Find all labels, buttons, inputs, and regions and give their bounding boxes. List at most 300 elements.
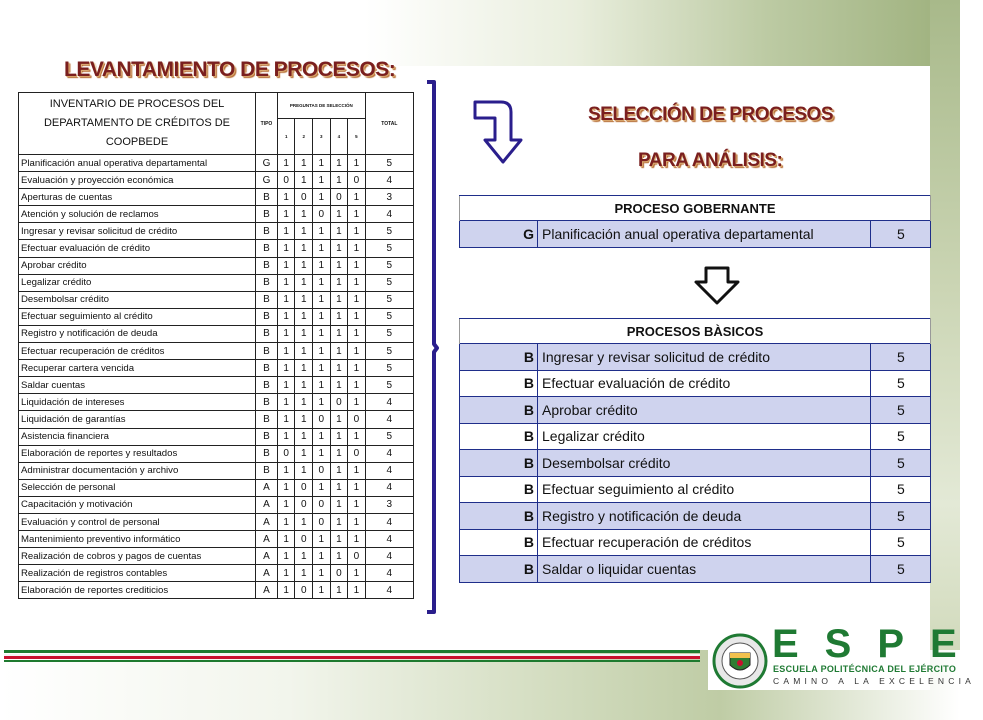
question-answer: 1 [277,428,295,445]
process-total: 5 [365,360,413,377]
process-total: 5 [871,450,931,477]
question-answer: 1 [313,155,331,172]
process-name: Efectuar recuperación de créditos [538,529,871,556]
question-number: 1 [277,118,295,154]
table-row [19,496,414,513]
question-answer: 1 [295,360,313,377]
question-answer: 1 [330,582,348,599]
question-answer: 1 [313,172,331,189]
question-answer: 1 [277,274,295,291]
table-row [460,476,931,503]
question-answer: 1 [330,531,348,548]
process-type: B [256,428,278,445]
process-total: 5 [365,308,413,325]
process-name: Ingresar y revisar solicitud de crédito [538,344,871,371]
question-answer: 1 [330,206,348,223]
question-answer: 0 [295,582,313,599]
table-row [19,462,414,479]
process-total: 4 [365,445,413,462]
process-total: 5 [871,370,931,397]
question-answer: 1 [348,565,366,582]
table-row [19,531,414,548]
question-answer: 1 [313,531,331,548]
question-answer: 1 [277,513,295,530]
process-total: 5 [365,291,413,308]
footer-stripe-red [4,656,700,659]
question-answer: 0 [348,172,366,189]
question-answer: 0 [295,496,313,513]
question-answer: 1 [348,343,366,360]
process-name: Saldar cuentas [19,377,256,394]
question-answer: 1 [313,428,331,445]
question-answer: 1 [330,496,348,513]
question-answer: 1 [277,155,295,172]
process-name: Efectuar seguimiento al crédito [19,308,256,325]
question-answer: 1 [277,531,295,548]
question-answer: 1 [313,394,331,411]
table-row [19,325,414,342]
process-name: Desembolsar crédito [538,450,871,477]
table-row [19,377,414,394]
question-answer: 1 [277,291,295,308]
question-answer: 1 [295,411,313,428]
process-total: 5 [365,223,413,240]
question-answer: 1 [330,479,348,496]
process-total: 5 [365,155,413,172]
question-answer: 1 [295,308,313,325]
question-answer: 1 [348,274,366,291]
process-name: Efectuar seguimiento al crédito [538,476,871,503]
process-type: B [256,360,278,377]
question-answer: 1 [330,462,348,479]
process-name: Recuperar cartera vencida [19,360,256,377]
process-type: A [256,582,278,599]
process-name: Capacitación y motivación [19,496,256,513]
table-row [19,565,414,582]
inventory-header-tipo: TIPO [256,93,278,155]
question-answer: 1 [295,325,313,342]
question-answer: 1 [330,257,348,274]
question-answer: 1 [313,257,331,274]
question-answer: 1 [330,343,348,360]
process-name: Evaluación y proyección económica [19,172,256,189]
process-type: B [460,556,538,583]
process-name: Evaluación y control de personal [19,513,256,530]
question-number: 3 [313,118,331,154]
question-answer: 1 [277,411,295,428]
process-total: 5 [365,257,413,274]
process-total: 4 [365,462,413,479]
table-row [19,548,414,565]
process-type: A [256,565,278,582]
process-type: G [460,221,538,248]
table-row [460,503,931,530]
process-total: 4 [365,172,413,189]
process-total: 5 [871,423,931,450]
table-row [19,291,414,308]
question-answer: 1 [295,343,313,360]
process-type: B [256,377,278,394]
process-name: Realización de cobros y pagos de cuentas [19,548,256,565]
process-name: Asistencia financiera [19,428,256,445]
process-total: 3 [365,189,413,206]
question-answer: 1 [313,274,331,291]
table-row [460,221,931,248]
table-row [19,274,414,291]
question-answer: 1 [348,291,366,308]
question-answer: 1 [277,257,295,274]
process-type: B [256,343,278,360]
question-answer: 0 [295,189,313,206]
question-answer: 1 [313,325,331,342]
table-row [460,370,931,397]
process-type: B [256,291,278,308]
question-answer: 1 [313,377,331,394]
question-answer: 1 [313,343,331,360]
question-answer: 1 [313,565,331,582]
table-row [460,344,931,371]
process-type: B [256,240,278,257]
question-answer: 1 [330,325,348,342]
espe-logo-subtitle: ESCUELA POLITÉCNICA DEL EJÉRCITO [773,664,957,674]
question-answer: 1 [295,206,313,223]
table-row [19,479,414,496]
inventory-table-body [19,155,414,599]
question-answer: 1 [277,325,295,342]
process-name: Efectuar evaluación de crédito [19,240,256,257]
question-answer: 1 [277,308,295,325]
process-type: G [256,172,278,189]
question-answer: 1 [277,548,295,565]
process-name: Ingresar y revisar solicitud de crédito [19,223,256,240]
question-answer: 1 [348,479,366,496]
question-answer: 1 [330,360,348,377]
process-type: B [256,257,278,274]
question-answer: 1 [295,462,313,479]
table-row [19,411,414,428]
process-total: 3 [365,496,413,513]
footer-stripe-green-2 [4,660,700,662]
process-type: B [460,344,538,371]
process-type: B [256,462,278,479]
process-total: 4 [365,206,413,223]
question-answer: 1 [277,565,295,582]
question-answer: 1 [348,257,366,274]
table-row [19,360,414,377]
process-type: B [460,450,538,477]
question-answer: 1 [277,377,295,394]
question-answer: 1 [277,206,295,223]
question-answer: 1 [277,360,295,377]
process-total: 5 [871,503,931,530]
process-total: 5 [871,476,931,503]
process-type: G [256,155,278,172]
question-answer: 1 [295,565,313,582]
question-answer: 0 [313,462,331,479]
question-answer: 1 [295,291,313,308]
question-answer: 1 [348,428,366,445]
process-total: 5 [871,556,931,583]
process-total: 5 [365,343,413,360]
question-answer: 1 [330,172,348,189]
process-name: Planificación anual operativa departamental [19,155,256,172]
question-answer: 1 [330,240,348,257]
process-name: Aprobar crédito [19,257,256,274]
question-answer: 0 [277,445,295,462]
process-type: B [256,411,278,428]
process-name: Liquidación de intereses [19,394,256,411]
question-answer: 1 [313,548,331,565]
espe-logo-motto: CAMINO A LA EXCELENCIA [773,676,975,686]
question-number: 2 [295,118,313,154]
question-answer: 1 [295,155,313,172]
question-answer: 0 [348,445,366,462]
process-total: 4 [365,548,413,565]
process-name: Efectuar recuperación de créditos [19,343,256,360]
question-answer: 1 [277,479,295,496]
question-answer: 1 [330,223,348,240]
question-answer: 1 [348,223,366,240]
process-total: 5 [365,274,413,291]
process-type: B [460,423,538,450]
process-name: Elaboración de reportes y resultados [19,445,256,462]
process-type: B [460,476,538,503]
process-name: Mantenimiento preventivo informático [19,531,256,548]
question-answer: 1 [295,172,313,189]
question-answer: 1 [295,240,313,257]
process-name: Legalizar crédito [538,423,871,450]
table-row [460,450,931,477]
governing-header: PROCESO GOBERNANTE [460,196,931,221]
question-answer: 0 [295,479,313,496]
question-answer: 1 [330,308,348,325]
table-row [19,445,414,462]
question-answer: 1 [295,377,313,394]
question-answer: 0 [277,172,295,189]
background-right-band [930,0,960,720]
question-answer: 0 [313,496,331,513]
question-answer: 1 [313,582,331,599]
selection-title-line2: PARA ANÁLISIS: [638,150,783,171]
process-total: 4 [365,394,413,411]
process-type: B [460,397,538,424]
question-answer: 1 [330,445,348,462]
process-type: B [256,445,278,462]
table-row [19,155,414,172]
espe-seal-icon [712,633,768,689]
table-row [460,529,931,556]
question-answer: 1 [295,548,313,565]
question-answer: 1 [330,377,348,394]
process-type: B [460,503,538,530]
question-answer: 1 [330,428,348,445]
question-answer: 1 [348,206,366,223]
question-answer: 1 [277,240,295,257]
table-row [19,308,414,325]
process-name: Realización de registros contables [19,565,256,582]
table-row [19,428,414,445]
page-title: LEVANTAMIENTO DE PROCESOS: [64,58,396,81]
question-answer: 1 [313,360,331,377]
process-name: Legalizar crédito [19,274,256,291]
question-answer: 1 [330,291,348,308]
inventory-header-title: INVENTARIO DE PROCESOS DEL DEPARTAMENTO DE CRÉDITOS DE COOPBEDE [19,93,256,155]
table-row [19,172,414,189]
question-answer: 1 [348,308,366,325]
question-answer: 1 [277,223,295,240]
process-type: B [256,274,278,291]
basic-processes-table [459,318,931,583]
question-answer: 1 [348,360,366,377]
process-name: Atención y solución de reclamos [19,206,256,223]
question-answer: 1 [348,155,366,172]
question-answer: 1 [330,513,348,530]
question-answer: 1 [277,462,295,479]
process-total: 4 [365,411,413,428]
question-answer: 1 [295,257,313,274]
table-row [19,223,414,240]
question-number: 4 [330,118,348,154]
table-row [19,343,414,360]
question-answer: 1 [277,394,295,411]
question-answer: 0 [313,513,331,530]
question-answer: 0 [313,411,331,428]
inventory-table [18,92,414,599]
process-total: 4 [365,513,413,530]
process-total: 4 [365,479,413,496]
governing-process-table [459,195,931,248]
question-answer: 1 [313,223,331,240]
question-answer: 0 [313,206,331,223]
process-name: Desembolsar crédito [19,291,256,308]
curved-arrow-icon [473,98,527,168]
question-answer: 1 [330,274,348,291]
footer-stripe-green [4,650,700,653]
question-answer: 1 [313,291,331,308]
process-name: Liquidación de garantías [19,411,256,428]
table-row [19,513,414,530]
process-type: B [460,370,538,397]
process-type: B [256,394,278,411]
question-answer: 1 [348,531,366,548]
question-answer: 1 [295,223,313,240]
basic-header: PROCESOS BÀSICOS [460,319,931,344]
table-row [19,206,414,223]
bracket-icon [424,80,440,616]
table-row [460,423,931,450]
question-answer: 1 [313,308,331,325]
process-type: B [256,223,278,240]
background-top-band [0,0,960,66]
question-answer: 1 [348,462,366,479]
process-type: A [256,479,278,496]
process-type: B [256,325,278,342]
question-answer: 1 [348,325,366,342]
process-total: 4 [365,531,413,548]
table-row [19,394,414,411]
process-total: 5 [365,428,413,445]
process-name: Planificación anual operativa departamental [538,221,871,248]
question-answer: 1 [295,513,313,530]
process-total: 5 [365,325,413,342]
question-answer: 1 [330,548,348,565]
question-answer: 1 [348,189,366,206]
table-row [19,257,414,274]
question-answer: 1 [277,496,295,513]
question-answer: 1 [348,582,366,599]
process-name: Saldar o liquidar cuentas [538,556,871,583]
process-type: B [460,529,538,556]
process-total: 4 [365,565,413,582]
question-answer: 1 [313,240,331,257]
process-total: 5 [365,240,413,257]
basic-processes-body [460,344,931,583]
process-type: B [256,206,278,223]
process-type: A [256,531,278,548]
question-answer: 1 [330,411,348,428]
table-row [19,240,414,257]
question-answer: 0 [330,565,348,582]
question-answer: 1 [295,274,313,291]
question-answer: 1 [295,428,313,445]
process-name: Aprobar crédito [538,397,871,424]
question-answer: 1 [313,189,331,206]
process-type: A [256,513,278,530]
process-name: Registro y notificación de deuda [538,503,871,530]
question-answer: 0 [295,531,313,548]
process-type: A [256,548,278,565]
question-number: 5 [348,118,366,154]
espe-logo-letters: ESPE [772,622,983,666]
process-total: 5 [871,397,931,424]
selection-title-line1: SELECCIÓN DE PROCESOS [588,104,833,125]
process-total: 5 [365,377,413,394]
inventory-header-total: TOTAL [365,93,413,155]
process-type: A [256,496,278,513]
process-name: Selección de personal [19,479,256,496]
question-answer: 0 [348,411,366,428]
question-answer: 1 [348,513,366,530]
question-answer: 1 [348,496,366,513]
process-name: Efectuar evaluación de crédito [538,370,871,397]
question-answer: 1 [330,155,348,172]
process-total: 5 [871,529,931,556]
question-answer: 1 [295,445,313,462]
table-row [460,397,931,424]
process-name: Aperturas de cuentas [19,189,256,206]
question-answer: 0 [330,189,348,206]
process-type: B [256,308,278,325]
question-answer: 0 [348,548,366,565]
inventory-header-preguntas: PREGUNTAS DE SELECCIÓN [277,93,365,119]
table-row [460,556,931,583]
question-answer: 1 [313,445,331,462]
process-total: 5 [871,344,931,371]
process-total: 4 [365,582,413,599]
process-name: Administrar documentación y archivo [19,462,256,479]
question-answer: 1 [313,479,331,496]
question-answer: 1 [348,377,366,394]
process-total: 5 [871,221,931,248]
question-answer: 1 [277,343,295,360]
question-answer: 0 [330,394,348,411]
process-type: B [256,189,278,206]
process-name: Elaboración de reportes crediticios [19,582,256,599]
question-answer: 1 [277,189,295,206]
table-row [19,189,414,206]
question-answer: 1 [277,582,295,599]
question-answer: 1 [348,394,366,411]
